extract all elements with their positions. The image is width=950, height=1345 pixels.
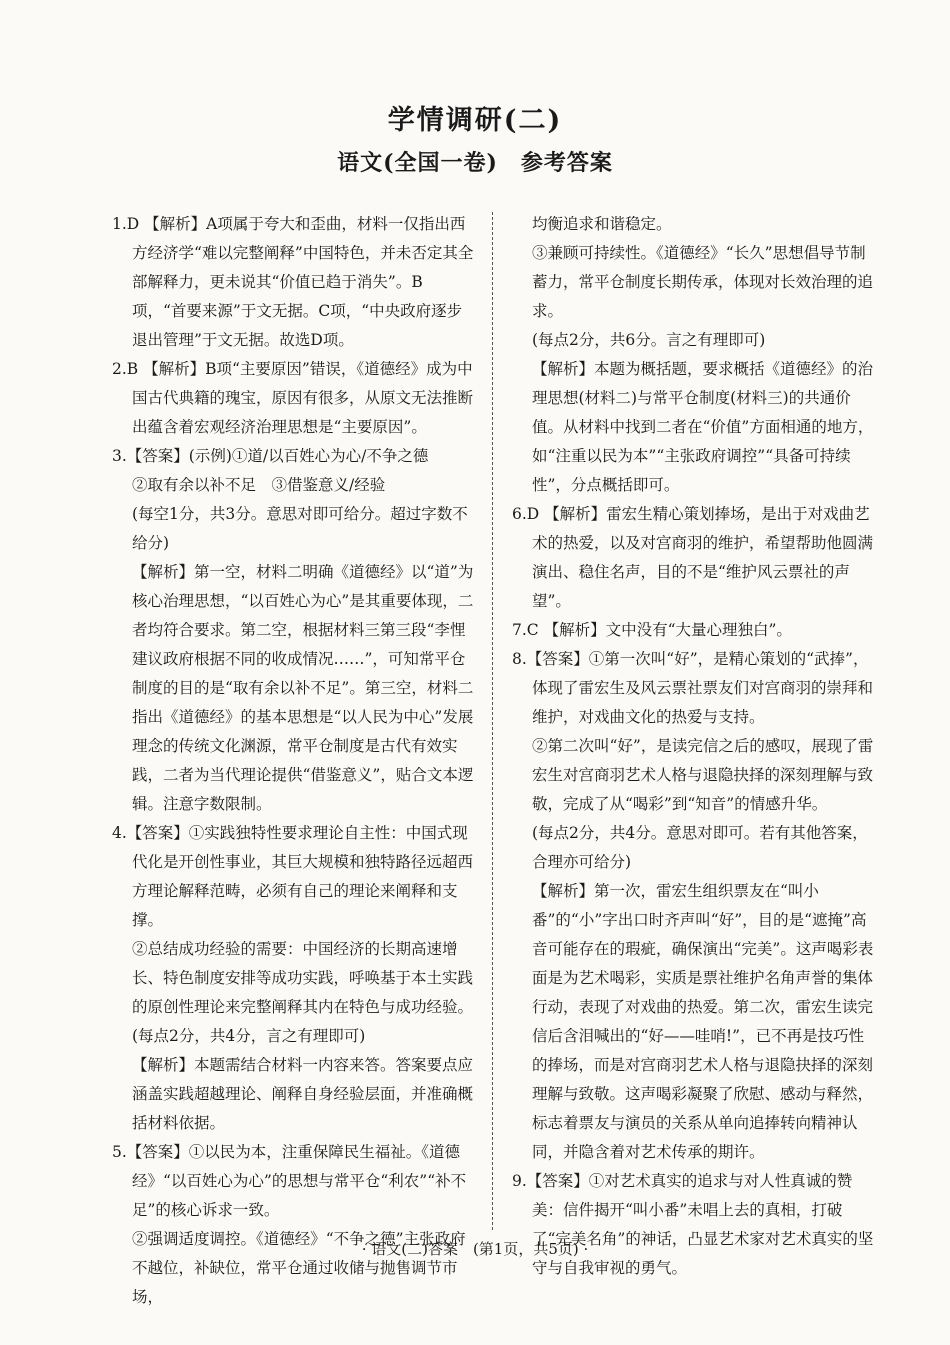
left-answer-block: 1.D 【解析】A项属于夸大和歪曲，材料一仅指出西方经济学“难以完整阐释”中国特色，并未否定其全部解释力，更未说其“价值已趋于消失”。B项，“首要来源”于文无据。C项，“中央政府逐步退出管理”于文无据。故选D项。 — [112, 215, 474, 349]
left-answer-block: 【解析】本题需结合材料一内容来答。答案要点应涵盖实践超越理论、阐释自身经验层面，并准确概括材料依据。 — [132, 1056, 474, 1132]
left-answer-block: 【解析】第一空，材料二明确《道德经》以“道”为核心治理思想，“以百姓心为心”是其重要体现，二者均符合要求。第二空，根据材料三第三段“李悝建议政府根据不同的收成情况……”，可知常平仓制度的目的是“取有余以补不足”。第三空，材料二指出《道德经》的基本思想是“以人民为中心”发展理念的传统文化渊源，常平仓制度是古代有效实践，二者为当代理论提供“借鉴意义”，贴合文本逻辑。注意字数限制。 — [132, 563, 474, 813]
left-answer-block: ②总结成功经验的需要：中国经济的长期高速增长、特色制度安排等成功实践，呼唤基于本土实践的原创性理论来完整阐释其内在特色与成功经验。 — [132, 940, 474, 1016]
left-answer-block: 3.【答案】(示例)①道/以百姓心为心/不争之德 — [112, 447, 429, 465]
right-answer-block: 7.C 【解析】文中没有“大量心理独白”。 — [512, 621, 792, 639]
left-answer-block: (每空1分，共3分。意思对即可给分。超过字数不给分) — [132, 505, 468, 552]
left-column — [112, 210, 474, 1306]
right-answer-block: 均衡追求和谐稳定。 — [532, 215, 672, 233]
right-answer-block: ②第二次叫“好”，是读完信之后的感叹，展现了雷宏生对宫商羽艺术人格与退隐抉择的深刻理解与致敬，完成了从“喝彩”到“知音”的情感升华。 — [532, 737, 874, 813]
page-title: 学情调研(二) — [387, 105, 563, 136]
right-answer-block: 8.【答案】①第一次叫“好”，是精心策划的“武捧”，体现了雷宏生及风云票社票友们对宫商羽的崇拜和维护，对戏曲文化的热爱与支持。 — [512, 650, 874, 726]
right-answer-block: 【解析】本题为概括题，要求概括《道德经》的治理思想(材料二)与常平仓制度(材料三)的共通价值。从材料中找到二者在“价值”方面相通的地方，如“注重以民为本”“主张政府调控”“具备可持续性”，分点概括即可。 — [532, 360, 874, 494]
right-answer-block: 6.D 【解析】雷宏生精心策划捧场，是出于对戏曲艺术的热爱，以及对宫商羽的维护，希望帮助他圆满演出、稳住名声，目的不是“维护风云票社的声望”。 — [512, 505, 874, 610]
left-answer-block: ②强调适度调控。《道德经》“不争之德”主张政府不越位，补缺位，常平仓通过收储与抛售调节市场， — [132, 1230, 466, 1306]
right-answer-block: (每点2分，共6分。言之有理即可) — [532, 331, 766, 349]
right-column — [512, 210, 874, 1277]
left-answer-block: (每点2分，共4分，言之有理即可) — [132, 1027, 366, 1045]
right-answer-block: (每点2分，共4分。意思对即可。若有其他答案，合理亦可给分) — [532, 824, 868, 871]
left-answer-block: 2.B 【解析】B项“主要原因”错误，《道德经》成为中国古代典籍的瑰宝，原因有很多，从原文无法推断出蕴含着宏观经济治理思想是“主要原因”。 — [112, 360, 474, 436]
page-subtitle: 语文(全国一卷) 参考答案 — [337, 150, 613, 176]
left-answer-block: 4.【答案】①实践独特性要求理论自主性：中国式现代化是开创性事业，其巨大规模和独特路径远超西方理论解释范畴，必须有自己的理论来阐释和支撑。 — [112, 824, 474, 929]
page-footer: · 语文(二)答案 (第1页，共5页) · — [361, 1240, 589, 1258]
left-answer-block: ②取有余以补不足 ③借鉴意义/经验 — [132, 476, 386, 494]
right-answer-block: ③兼顾可持续性。《道德经》“长久”思想倡导节制蓄力，常平仓制度长期传承，体现对长效治理的追求。 — [532, 244, 874, 320]
left-answer-block: 5.【答案】①以民为本，注重保障民生福祉。《道德经》“以百姓心为心”的思想与常平仓“利农”“补不足”的核心诉求一致。 — [112, 1143, 467, 1219]
right-answer-block: 【解析】第一次，雷宏生组织票友在“叫小番”的“小”字出口时齐声叫“好”，目的是“遮掩”高音可能存在的瑕疵，确保演出“完美”。这声喝彩表面是为艺术喝彩，实质是票社维护名角声誉的集体行动，表现了对戏曲的热爱。第二次，雷宏生读完信后含泪喊出的“好——哇哨!”，已不再是技巧性的捧场，而是对宫商羽艺术人格与退隐抉择的深刻理解与致敬。这声喝彩凝聚了欣慰、感动与释然，标志着票友与演员的关系从单向追捧转向精神认同，并隐含着对艺术传承的期许。 — [532, 882, 874, 1161]
right-answer-block: 9.【答案】①对艺术真实的追求与对人性真诚的赞美：信件揭开“叫小番”未唱上去的真相，打破了“完美名角”的神话，凸显艺术家对艺术真实的坚守与自我审视的勇气。 — [512, 1172, 874, 1277]
column-divider — [492, 212, 493, 1230]
